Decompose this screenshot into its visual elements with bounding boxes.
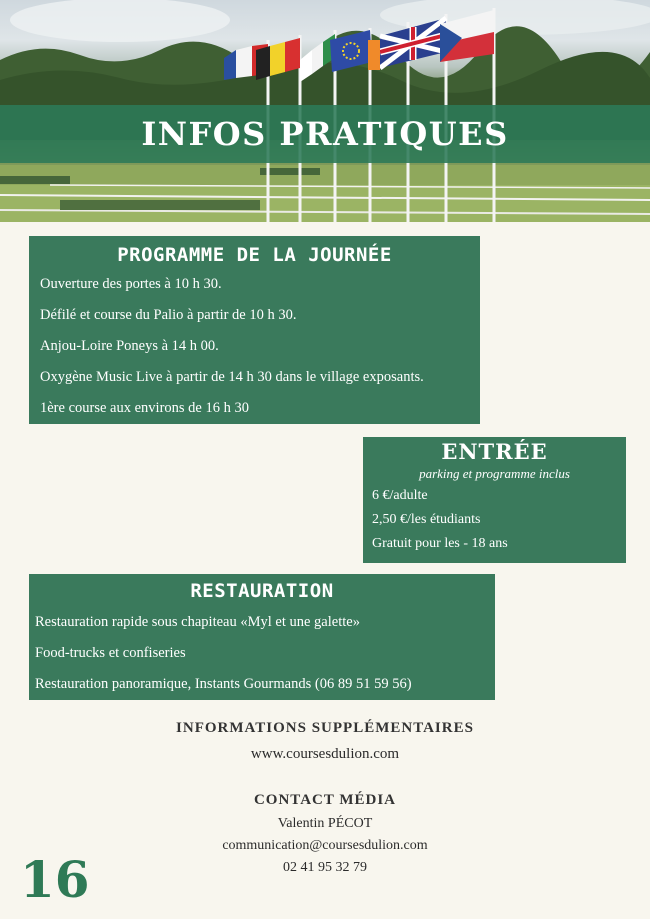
programme-box	[29, 236, 480, 424]
programme-item: Ouverture des portes à 10 h 30.	[40, 276, 222, 292]
entree-box	[363, 437, 626, 563]
programme-item: Défilé et course du Palio à partir de 10 h 30.	[40, 307, 297, 323]
restauration-item: Food-trucks et confiseries	[35, 645, 186, 661]
entree-subtitle: parking et programme inclus	[419, 466, 570, 481]
price-item: Gratuit pour les - 18 ans	[372, 536, 508, 551]
price-item: 6 €/adulte	[372, 488, 428, 503]
restauration-box	[29, 574, 495, 700]
page-title: INFOS PRATIQUES	[141, 115, 509, 153]
contact-email-link[interactable]: communication@coursesdulion.com	[222, 838, 428, 853]
programme-item: Oxygène Music Live à partir de 14 h 30 dans le village exposants.	[40, 369, 424, 385]
entree-title: ENTRÉE	[441, 439, 548, 464]
restauration-item: Restauration rapide sous chapiteau «Myl et une galette»	[35, 614, 360, 630]
info-heading: INFORMATIONS SUPPLÉMENTAIRES	[176, 720, 474, 736]
contact-heading: CONTACT MÉDIA	[253, 792, 397, 808]
contact-phone: 02 41 95 32 79	[283, 860, 367, 875]
programme-item: Anjou-Loire Poneys à 14 h 00.	[40, 338, 219, 354]
restauration-item: Restauration panoramique, Instants Gourmands (06 89 51 59 56)	[35, 676, 412, 692]
hero-photo	[0, 0, 650, 222]
programme-title: PROGRAMME DE LA JOURNÉE	[117, 244, 392, 266]
website-link[interactable]: www.coursesdulion.com	[250, 746, 400, 762]
page-number: 16	[20, 850, 90, 909]
programme-item: 1ère course aux environs de 16 h 30	[40, 400, 249, 416]
contact-name: Valentin PÉCOT	[277, 816, 373, 831]
restauration-title: RESTAURATION	[190, 580, 334, 602]
price-item: 2,50 €/les étudiants	[372, 512, 481, 527]
title-banner	[0, 105, 650, 163]
